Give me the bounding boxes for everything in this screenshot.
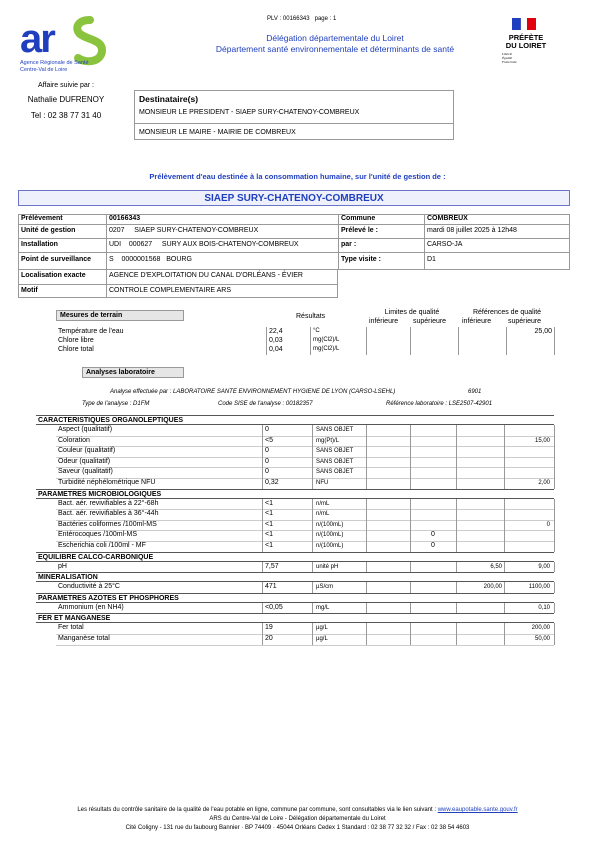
- terrain-limite-sup: supérieure: [413, 318, 447, 325]
- info-table: [18, 214, 570, 297]
- analysis-ref-sup: 200,00: [531, 625, 550, 632]
- analysis-param-unit: SANS OBJET: [316, 448, 354, 455]
- analysis-ref-sup: 0,10: [538, 604, 550, 611]
- analysis-param-value: <1: [265, 520, 273, 528]
- installation-value: UDI 000627 SURY AUX BOIS-CHATENOY-COMBREUX: [109, 241, 299, 248]
- analysis-row: [0, 582, 595, 593]
- prefecture-logo: [492, 18, 560, 78]
- analysis-param-name: Turbidité néphélométrique NFU: [58, 479, 156, 486]
- analysis-param-name: Manganèse total: [58, 635, 110, 642]
- labo-type-analyse: Type de l'analyse : D1FM: [82, 401, 150, 407]
- analysis-param-unit: µS/cm: [316, 584, 334, 591]
- analysis-param-value: 7,57: [265, 562, 279, 570]
- analysis-row: [0, 478, 595, 489]
- analysis-row: [0, 467, 595, 478]
- ars-logo: [18, 14, 118, 74]
- localisation-label: Localisation exacte: [21, 272, 86, 279]
- analysis-row: [0, 436, 595, 447]
- plv-number: PLV : 00166343: [267, 16, 310, 22]
- terrain-references-header: Références de qualité: [472, 309, 542, 316]
- analysis-param-value: <1: [265, 499, 273, 507]
- analysis-param-name: Bact. aér. revivifiables à 22°-68h: [58, 499, 159, 507]
- analysis-param-name: Ammonium (en NH4): [58, 603, 124, 611]
- section-header: MINERALISATION: [36, 572, 554, 582]
- prelevement-label: Prélèvement: [21, 215, 63, 222]
- analysis-param-value: 0: [265, 457, 269, 465]
- ars-subtitle-1: Agence Régionale de Santé: [20, 60, 89, 66]
- analysis-param-name: Odeur (qualitatif): [58, 457, 111, 465]
- analysis-limit-sup: 0: [431, 542, 435, 549]
- analysis-row: [0, 623, 595, 634]
- analysis-param-value: 0: [265, 426, 269, 433]
- destinataire-line-1: MONSIEUR LE PRESIDENT - SIAEP SURY-CHATENOY-COMBREUX: [139, 109, 360, 116]
- analysis-param-value: 20: [265, 635, 273, 642]
- analysis-param-unit: n/(100mL): [316, 543, 344, 549]
- analysis-ref-inf: 6,50: [490, 563, 502, 570]
- analysis-row: [0, 446, 595, 457]
- analysis-param-name: Coloration: [58, 436, 90, 444]
- analysis-row: [0, 499, 595, 510]
- installation-label: Installation: [21, 241, 58, 248]
- departement-title: Département santé environnementale et déterminants de santé: [215, 44, 455, 54]
- unit-title: SIAEP SURY-CHATENOY-COMBREUX: [18, 190, 570, 206]
- affaire-name: Nathalie DUFRENOY: [27, 95, 105, 104]
- page-number: page : 1: [314, 16, 337, 22]
- terrain-row: [56, 345, 554, 354]
- labo-title: Analyses laboratoire: [82, 367, 184, 378]
- motif-value: CONTROLE COMPLEMENTAIRE ARS: [109, 287, 232, 294]
- section-header: PARAMETRES MICROBIOLOGIQUES: [36, 489, 554, 499]
- analysis-param-unit: µg/L: [316, 625, 328, 632]
- delegation-title: Délégation départementale du Loiret: [266, 33, 404, 43]
- par-label: par :: [341, 241, 357, 248]
- terrain-table: [56, 327, 554, 355]
- type-visite-value: D1: [427, 256, 436, 263]
- affaire-label: Affaire suivie par :: [38, 82, 94, 89]
- analysis-param-unit: SANS OBJET: [316, 469, 354, 476]
- analysis-param-value: <0,05: [265, 603, 283, 611]
- delegation-header: [170, 33, 500, 55]
- analysis-ref-sup: 0: [546, 521, 550, 528]
- motif-label: Motif: [21, 287, 38, 294]
- analysis-ref-sup: 50,00: [534, 636, 550, 642]
- section-header: EQUILIBRE CALCO-CARBONIQUE: [36, 552, 554, 562]
- analysis-param-unit: n/(100mL): [316, 532, 344, 539]
- section-header: PARAMETRES AZOTES ET PHOSPHORES: [36, 593, 554, 603]
- section-header: FER ET MANGANESE: [36, 613, 554, 623]
- commune-label: Commune: [341, 215, 376, 222]
- analysis-param-name: Escherichia coli /100ml - MF: [58, 542, 146, 549]
- terrain-limites-header: Limites de qualité: [384, 309, 440, 316]
- destinataire-line-2: MONSIEUR LE MAIRE - MAIRIE DE COMBREUX: [139, 129, 296, 136]
- analysis-ref-inf: 200,00: [483, 584, 502, 591]
- footer: [0, 806, 595, 833]
- analysis-param-unit: µg/L: [316, 636, 328, 642]
- analysis-param-value: 0: [265, 468, 269, 476]
- terrain-row: [56, 336, 554, 345]
- labo-reference: Référence laboratoire : LSE2507-42901: [386, 401, 493, 407]
- terrain-param-unit: mg(Cl2)/L: [313, 346, 340, 352]
- analysis-param-unit: SANS OBJET: [316, 427, 354, 433]
- analysis-row: [0, 562, 595, 573]
- svg-text:ar: ar: [20, 17, 54, 61]
- analysis-param-value: <5: [265, 436, 273, 444]
- page-ref: [267, 16, 336, 22]
- prelevement-value: 00166343: [109, 215, 141, 222]
- analysis-ref-sup: 15,00: [534, 437, 550, 444]
- analysis-param-unit: n/mL: [316, 511, 330, 518]
- analysis-ref-sup: 9,00: [538, 563, 550, 570]
- analysis-ref-sup: 1100,00: [528, 584, 550, 591]
- analysis-param-name: Conductivité à 25°C: [58, 583, 120, 591]
- prefet-motto-2: Égalité: [502, 56, 513, 60]
- analysis-param-value: 19: [265, 624, 273, 632]
- analysis-param-name: Bact. aér. revivifiables à 36°-44h: [58, 510, 159, 518]
- intro-text: Prélèvement d'eau destinée à la consommation humaine, sur l'unité de gestion de :: [149, 172, 446, 181]
- terrain-resultats-header: Résultats: [296, 313, 326, 320]
- analysis-param-unit: mg/L: [316, 604, 330, 611]
- par-value: CARSO-JA: [427, 241, 463, 248]
- terrain-param-value: 0,04: [269, 346, 283, 353]
- analysis-param-value: <1: [265, 510, 273, 518]
- affaire-tel: Tel : 02 38 77 31 40: [30, 111, 102, 120]
- prefet-line-1: PRÉFÈTE: [508, 33, 544, 42]
- prefet-motto-3: Fraternité: [502, 60, 517, 64]
- analysis-param-unit: SANS OBJET: [316, 458, 354, 465]
- point-label: Point de surveillance: [21, 256, 92, 263]
- analysis-row: [0, 541, 595, 552]
- footer-line-2: ARS du Centre-Val de Loire - Délégation départementale du Loiret: [209, 816, 386, 822]
- point-value: S 0000001568 BOURG: [109, 256, 192, 263]
- preleve-value: mardi 08 juillet 2025 à 12h48: [427, 227, 517, 234]
- analysis-param-value: <1: [265, 542, 273, 549]
- analysis-param-value: 0: [265, 447, 269, 455]
- analysis-param-name: Saveur (qualitatif): [58, 468, 113, 476]
- terrain-param-name: Chlore libre: [58, 337, 94, 344]
- terrain-limite-inf: inférieure: [369, 318, 399, 325]
- footer-link[interactable]: www.eaupotable.sante.gouv.fr: [437, 807, 518, 813]
- unite-value: 0207 SIAEP SURY-CHATENOY-COMBREUX: [109, 227, 259, 234]
- terrain-param-value: 0,03: [269, 337, 283, 344]
- analysis-row: [0, 520, 595, 531]
- analysis-param-value: <1: [265, 531, 273, 539]
- labo-effectuee: Analyse effectuée par : LABORATOIRE SANTE ENVIRONNEMENT HYGIENE DE LYON (CARSO-LSEHL): [110, 389, 396, 395]
- analysis-ref-sup: 2,00: [538, 480, 550, 486]
- commune-value: COMBREUX: [427, 215, 468, 222]
- labo-code: 6901: [468, 389, 482, 395]
- affaire-block: [20, 82, 112, 120]
- preleve-label: Prélevé le :: [341, 227, 378, 234]
- destinataire-title: Destinataire(s): [139, 94, 199, 104]
- terrain-param-unit: °C: [313, 328, 320, 334]
- terrain-param-name: Chlore total: [58, 346, 94, 353]
- analysis-param-name: Bactéries coliformes /100ml-MS: [58, 520, 157, 528]
- prefet-motto-1: Liberté: [502, 52, 513, 56]
- footer-text: Les résultats du contrôle sanitaire de la qualité de l'eau potable en ligne, commune par commune, sont consultables via le lien suivant :: [77, 807, 438, 813]
- terrain-ref-sup: supérieure: [508, 318, 542, 325]
- destinataire-box: [134, 90, 454, 140]
- analysis-row: [0, 530, 595, 541]
- analysis-param-unit: mg(Pt)/L: [316, 437, 340, 444]
- analysis-param-value: 471: [265, 583, 277, 591]
- localisation-value: AGENCE D'EXPLOITATION DU CANAL D'ORLÉANS - ÉVIER: [109, 272, 303, 279]
- analysis-row: [0, 509, 595, 520]
- analysis-param-name: Couleur (qualitatif): [58, 447, 116, 455]
- analysis-param-name: Aspect (qualitatif): [58, 426, 113, 433]
- section-header: CARACTERISTIQUES ORGANOLEPTIQUES: [36, 415, 554, 425]
- footer-line-1: [0, 806, 595, 815]
- analysis-param-unit: NFU: [316, 480, 329, 486]
- labo-code-sise: Code SISE de l'analyse : 00182357: [218, 401, 313, 407]
- terrain-title: Mesures de terrain: [56, 310, 184, 321]
- terrain-param-ref-sup: 25,00: [534, 328, 552, 335]
- analysis-param-unit: n/(100mL): [316, 521, 344, 528]
- terrain-param-unit: mg(Cl2)/L: [313, 337, 340, 343]
- terrain-param-value: 22,4: [269, 328, 283, 335]
- analysis-row: [0, 634, 595, 645]
- prefet-line-2: DU LOIRET: [505, 41, 547, 50]
- analysis-row: [0, 603, 595, 614]
- terrain-param-name: Température de l'eau: [58, 328, 124, 335]
- footer-line-3: Cité Coligny - 131 rue du faubourg Bannier · BP 74409 · 45044 Orléans Cedex 1 Standard : 02 38 77 32 32 / Fax : 02 38 54 4603: [125, 825, 470, 831]
- unite-label: Unité de gestion: [21, 227, 76, 234]
- analysis-param-name: pH: [58, 562, 67, 570]
- analysis-param-unit: unité pH: [316, 563, 339, 570]
- analysis-param-name: Fer total: [58, 624, 84, 632]
- analysis-row: [0, 457, 595, 468]
- ars-subtitle-2: Centre-Val de Loire: [20, 67, 68, 73]
- terrain-row: [56, 327, 554, 336]
- analysis-limit-sup: 0: [431, 531, 435, 539]
- terrain-ref-inf: inférieure: [462, 318, 492, 325]
- analysis-param-name: Entérocoques /100ml-MS: [58, 531, 137, 539]
- analysis-param-unit: n/mL: [316, 500, 330, 507]
- analysis-param-value: 0,32: [265, 479, 279, 486]
- type-visite-label: Type visite :: [341, 256, 381, 263]
- analysis-row: [0, 425, 595, 436]
